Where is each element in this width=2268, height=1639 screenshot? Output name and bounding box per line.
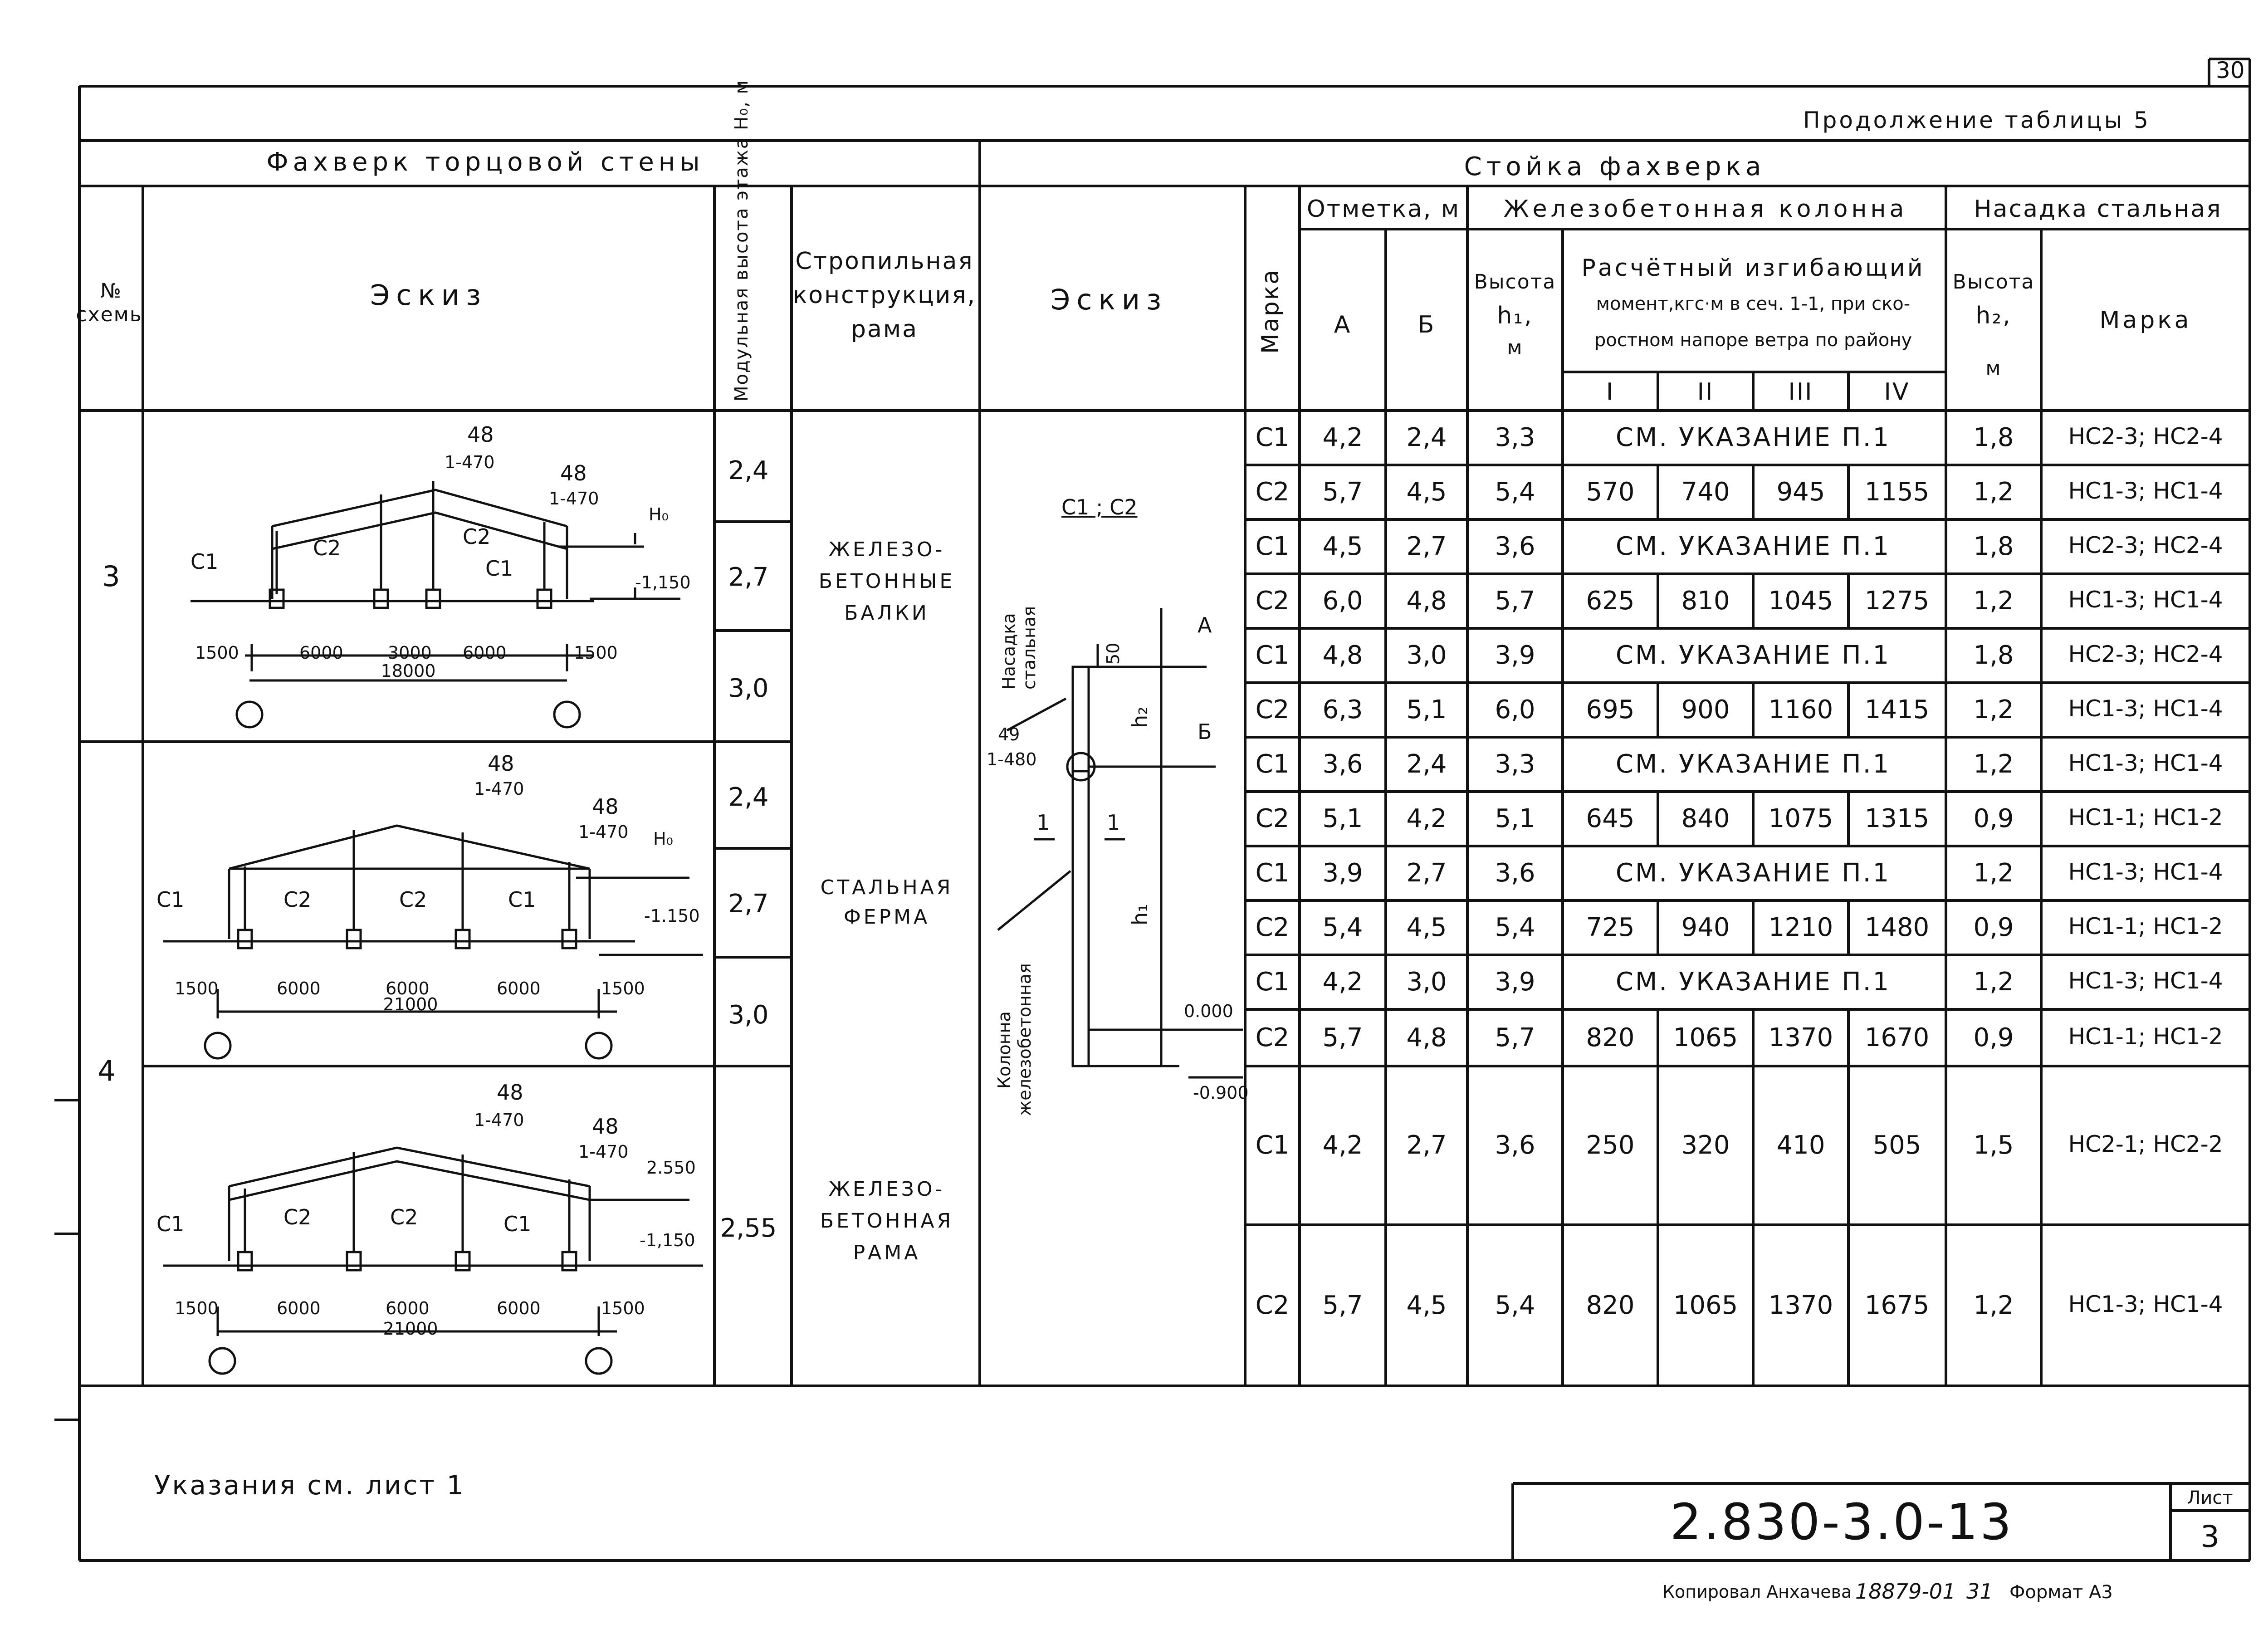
row-elev-a: 6,3 (1322, 695, 1363, 724)
header-sketch-left: Эскиз (370, 279, 488, 312)
row-elev-b: 3,0 (1406, 641, 1447, 670)
roof-type-3-line1: ЖЕЛЕЗО- (828, 1178, 945, 1201)
header-h1-2: h₁, (1497, 302, 1533, 329)
row-elev-b: 4,5 (1406, 477, 1447, 507)
row-elev-a: 4,5 (1322, 532, 1363, 561)
row-note: СМ. УКАЗАНИЕ П.1 (1615, 423, 1891, 452)
row-height-h2: 1,2 (1973, 749, 2014, 779)
column-sketch-cap-label-1: Насадка (999, 613, 1019, 690)
row-height-h1: 3,9 (1495, 967, 1535, 997)
header-rc-column-group: Железобетонная колонна (1503, 196, 1908, 223)
row-mark: С1 (1255, 641, 1290, 670)
column-sketch-zero: 0.000 (1184, 1001, 1233, 1021)
row-cap-mark: НС1-1; НС1-2 (2068, 804, 2223, 831)
frame2-span-1: 1500 (175, 979, 219, 998)
row-mark: С2 (1255, 913, 1290, 942)
header-cap-group: Насадка стальная (1974, 196, 2222, 223)
notes-text: Указания см. лист 1 (154, 1470, 465, 1501)
row-note: СМ. УКАЗАНИЕ П.1 (1615, 967, 1891, 997)
frame1-top-label: 48 (467, 422, 494, 447)
column-sketch-section-right: 1 (1107, 810, 1120, 835)
modular-height-6: 3,0 (728, 1000, 769, 1030)
frame2-c2-left: С2 (284, 887, 312, 912)
frame3-span-3: 6000 (386, 1298, 430, 1318)
frame1-level: -1,150 (635, 572, 691, 592)
row-mark: С1 (1255, 858, 1290, 888)
header-scheme-no-2: схемы (76, 303, 147, 326)
column-sketch-cap-label-2: стальная (1019, 606, 1039, 690)
column-sketch-col-label-1: Колонна (994, 1011, 1014, 1089)
header-elevation-group: Отметка, м (1306, 196, 1461, 223)
row-elev-a: 3,9 (1322, 858, 1363, 888)
row-moment-region-2: 1065 (1673, 1023, 1738, 1052)
scheme-number-4: 4 (98, 1054, 116, 1087)
row-height-h2: 1,2 (1973, 695, 2014, 724)
row-mark: С1 (1255, 1130, 1290, 1160)
row-elev-a: 5,4 (1322, 913, 1363, 942)
row-height-h1: 5,7 (1495, 1023, 1535, 1052)
row-moment-region-1: 725 (1586, 913, 1635, 942)
row-elev-b: 4,8 (1406, 1023, 1447, 1052)
row-height-h1: 5,4 (1495, 913, 1535, 942)
row-moment-region-3: 1370 (1768, 1290, 1833, 1320)
modular-height-7: 2,55 (720, 1213, 777, 1243)
frame1-span-5: 1500 (574, 643, 618, 663)
frame2-span-5: 1500 (601, 979, 645, 998)
column-sketch-label-b: Б (1198, 719, 1212, 744)
header-h1-1: Высота (1474, 270, 1556, 294)
header-region-1: I (1606, 378, 1615, 406)
frame1-top-sub: 1-470 (445, 452, 495, 472)
row-moment-region-4: 1675 (1864, 1290, 1930, 1320)
frame2-span-3: 6000 (386, 979, 430, 998)
header-h2-2: h₂, (1975, 302, 2012, 329)
frame3-c2-right: С2 (390, 1205, 418, 1229)
row-cap-mark: НС1-3; НС1-4 (2068, 750, 2223, 776)
frame1-h0: H₀ (649, 504, 669, 524)
row-mark: С2 (1255, 695, 1290, 724)
row-height-h2: 1,2 (1973, 1290, 2014, 1320)
row-moment-region-1: 570 (1586, 477, 1635, 507)
row-height-h1: 5,7 (1495, 586, 1535, 616)
row-height-h1: 3,6 (1495, 858, 1535, 888)
row-elev-a: 5,7 (1322, 1023, 1363, 1052)
frame1-span-4: 6000 (463, 643, 507, 663)
table-caption: Продолжение таблицы 5 (1803, 107, 2151, 133)
row-elev-b: 2,7 (1406, 1130, 1447, 1160)
header-h2-1: Высота (1952, 270, 2035, 294)
row-height-h1: 5,1 (1495, 804, 1535, 833)
row-height-h2: 1,2 (1973, 586, 2014, 616)
row-moment-region-4: 1480 (1864, 913, 1930, 942)
frame2-c1-left: С1 (156, 887, 185, 912)
header-scheme-no-1: № (100, 279, 122, 303)
row-mark: С2 (1255, 1023, 1290, 1052)
column-sketch-title: С1 ; С2 (1061, 495, 1138, 519)
left-section-header: Фахверк торцовой стены (266, 147, 704, 177)
row-height-h2: 0,9 (1973, 913, 2014, 942)
header-roof-1: Стропильная (795, 248, 974, 275)
row-note: СМ. УКАЗАНИЕ П.1 (1615, 749, 1891, 779)
row-cap-mark: НС1-3; НС1-4 (2068, 587, 2223, 613)
row-cap-mark: НС1-1; НС1-2 (2068, 913, 2223, 939)
row-moment-region-4: 1315 (1864, 804, 1930, 833)
row-height-h2: 1,8 (1973, 423, 2014, 452)
row-elev-b: 2,4 (1406, 423, 1447, 452)
modular-height-5: 2,7 (728, 889, 769, 919)
frame1-c2-right: С2 (463, 524, 491, 549)
row-note: СМ. УКАЗАНИЕ П.1 (1615, 641, 1891, 670)
frame2-top-label: 48 (488, 751, 514, 776)
frame1-c1-right: С1 (485, 556, 513, 581)
row-elev-a: 5,7 (1322, 477, 1363, 507)
row-moment-region-3: 1210 (1768, 913, 1833, 942)
row-moment-region-4: 1415 (1864, 695, 1930, 724)
footer-number: 18879-01 (1855, 1579, 1956, 1604)
frame-sketch-3 (163, 1148, 703, 1374)
header-elevation-a: А (1334, 311, 1352, 338)
row-height-h2: 1,2 (1973, 967, 2014, 997)
row-cap-mark: НС1-3; НС1-4 (2068, 859, 2223, 885)
row-height-h2: 0,9 (1973, 1023, 2014, 1052)
row-mark: С2 (1255, 1290, 1290, 1320)
header-moment-1: Расчётный изгибающий (1581, 254, 1925, 282)
row-moment-region-4: 505 (1872, 1130, 1921, 1160)
row-height-h1: 3,9 (1495, 641, 1535, 670)
roof-type-3-line2: БЕТОННАЯ (820, 1209, 954, 1233)
row-cap-mark: НС1-1; НС1-2 (2068, 1023, 2223, 1050)
row-height-h2: 1,5 (1973, 1130, 2014, 1160)
row-moment-region-1: 820 (1586, 1290, 1635, 1320)
row-moment-region-3: 410 (1776, 1130, 1825, 1160)
row-elev-b: 3,0 (1406, 967, 1447, 997)
row-moment-region-2: 810 (1681, 586, 1730, 616)
frame2-top-sub: 1-470 (474, 779, 524, 799)
frame2-level: -1.150 (644, 906, 700, 926)
row-elev-a: 6,0 (1322, 586, 1363, 616)
frame3-span-4: 6000 (497, 1298, 541, 1318)
row-mark: С1 (1255, 532, 1290, 561)
frame1-c2-left: С2 (313, 536, 341, 560)
frame-sketch-1 (191, 481, 680, 727)
header-elevation-b: Б (1418, 311, 1436, 338)
row-height-h1: 3,6 (1495, 1130, 1535, 1160)
frame2-span-2: 6000 (277, 979, 321, 998)
row-moment-region-3: 1160 (1768, 695, 1833, 724)
row-mark: С2 (1255, 804, 1290, 833)
row-elev-b: 5,1 (1406, 695, 1447, 724)
scheme-number-3: 3 (102, 560, 120, 593)
frame3-span-1: 1500 (175, 1298, 219, 1318)
frame2-total: 21000 (383, 994, 438, 1014)
row-height-h1: 3,3 (1495, 423, 1535, 452)
row-height-h2: 1,2 (1973, 477, 2014, 507)
footer-page: 31 (1966, 1579, 1993, 1604)
frame3-span-2: 6000 (277, 1298, 321, 1318)
header-region-4: IV (1884, 378, 1910, 406)
row-elev-b: 2,4 (1406, 749, 1447, 779)
doc-code: 2.830-3.0-13 (1670, 1493, 2014, 1551)
frame2-c1-right: С1 (508, 887, 536, 912)
header-mark: Марка (1257, 268, 1284, 354)
column-sketch-dim50: 50 (1103, 642, 1123, 665)
frame2-side-label: 48 (592, 794, 619, 819)
row-cap-mark: НС2-3; НС2-4 (2068, 532, 2223, 558)
roof-type-2-line2: ФЕРМА (843, 905, 930, 929)
row-elev-a: 4,2 (1322, 967, 1363, 997)
row-moment-region-1: 695 (1586, 695, 1635, 724)
column-sketch-node: 49 (998, 724, 1020, 744)
row-mark: С1 (1255, 967, 1290, 997)
row-height-h1: 5,4 (1495, 477, 1535, 507)
row-cap-mark: НС2-3; НС2-4 (2068, 641, 2223, 667)
footer-copy: Копировал Анхачева (1662, 1582, 1852, 1602)
row-mark: С2 (1255, 477, 1290, 507)
column-sketch-node-sub: 1-480 (987, 749, 1037, 769)
row-cap-mark: НС2-1; НС2-2 (2068, 1131, 2223, 1157)
right-section-header: Стойка фахверка (1464, 152, 1766, 181)
header-region-3: III (1788, 378, 1813, 406)
row-cap-mark: НС1-3; НС1-4 (2068, 695, 2223, 722)
header-sketch-right: Эскиз (1050, 283, 1168, 316)
column-sketch-section-left: 1 (1036, 810, 1050, 835)
row-height-h1: 5,4 (1495, 1290, 1535, 1320)
row-moment-region-1: 625 (1586, 586, 1635, 616)
frame3-c1-left: С1 (156, 1212, 185, 1236)
frame3-level: -1,150 (640, 1230, 695, 1250)
row-moment-region-1: 645 (1586, 804, 1635, 833)
row-moment-region-4: 1155 (1864, 477, 1930, 507)
row-cap-mark: НС1-3; НС1-4 (2068, 1291, 2223, 1317)
roof-type-1-line1: ЖЕЛЕЗО- (828, 538, 945, 561)
modular-height-2: 2,7 (728, 563, 769, 592)
header-modular-height: Модульная высота этажа H₀, м (731, 79, 752, 401)
row-elev-a: 4,8 (1322, 641, 1363, 670)
frame3-h0: 2.550 (646, 1158, 696, 1178)
row-elev-a: 3,6 (1322, 749, 1363, 779)
row-elev-a: 5,7 (1322, 1290, 1363, 1320)
row-moment-region-4: 1670 (1864, 1023, 1930, 1052)
row-height-h2: 1,8 (1973, 532, 2014, 561)
row-elev-a: 5,1 (1322, 804, 1363, 833)
row-elev-a: 4,2 (1322, 1130, 1363, 1160)
sheet-number: 3 (2200, 1519, 2219, 1554)
frame3-top-sub: 1-470 (474, 1110, 524, 1130)
row-height-h2: 0,9 (1973, 804, 2014, 833)
row-moment-region-1: 820 (1586, 1023, 1635, 1052)
row-elev-a: 4,2 (1322, 423, 1363, 452)
row-moment-region-2: 940 (1681, 913, 1730, 942)
header-roof-3: рама (851, 316, 918, 343)
row-cap-mark: НС2-3; НС2-4 (2068, 423, 2223, 450)
row-height-h1: 6,0 (1495, 695, 1535, 724)
frame2-h0: H₀ (653, 829, 673, 849)
row-moment-region-2: 320 (1681, 1130, 1730, 1160)
frame3-side-sub: 1-470 (578, 1142, 629, 1162)
header-roof-2: конструкция, (792, 282, 977, 309)
row-moment-region-3: 1370 (1768, 1023, 1833, 1052)
sheet-number-top: 30 (2216, 57, 2245, 83)
header-cap-mark: Марка (2099, 307, 2192, 334)
frame1-side-label: 48 (560, 461, 587, 485)
modular-height-3: 3,0 (728, 674, 769, 703)
column-sketch-h1: h₁ (1128, 904, 1152, 925)
row-moment-region-4: 1275 (1864, 586, 1930, 616)
row-mark: С1 (1255, 423, 1290, 452)
row-elev-b: 4,5 (1406, 913, 1447, 942)
row-mark: С2 (1255, 586, 1290, 616)
row-moment-region-3: 945 (1776, 477, 1825, 507)
footer-format: Формат А3 (2009, 1582, 2113, 1603)
header-region-2: II (1697, 378, 1714, 406)
header-h1-3: м (1507, 336, 1523, 359)
header-h2-3: м (1985, 357, 2002, 380)
frame1-span-3: 3000 (388, 643, 432, 663)
modular-height-4: 2,4 (728, 783, 769, 812)
roof-type-2-line1: СТАЛЬНАЯ (820, 876, 953, 899)
frame3-c2-left: С2 (284, 1205, 312, 1229)
frame2-side-sub: 1-470 (578, 822, 629, 842)
frame-sketch-2 (163, 826, 703, 1058)
row-height-h1: 3,3 (1495, 749, 1535, 779)
row-elev-b: 4,5 (1406, 1290, 1447, 1320)
frame1-side-sub: 1-470 (549, 489, 599, 509)
frame3-top-label: 48 (497, 1080, 523, 1105)
frame1-span-1: 1500 (195, 643, 239, 663)
row-moment-region-2: 740 (1681, 477, 1730, 507)
row-cap-mark: НС1-3; НС1-4 (2068, 478, 2223, 504)
modular-height-1: 2,4 (728, 456, 769, 485)
column-sketch-h2: h₂ (1128, 706, 1152, 728)
roof-type-1-line3: БАЛКИ (844, 602, 929, 625)
row-elev-b: 2,7 (1406, 532, 1447, 561)
frame3-total: 21000 (383, 1319, 438, 1339)
row-elev-b: 4,2 (1406, 804, 1447, 833)
row-moment-region-2: 1065 (1673, 1290, 1738, 1320)
row-elev-b: 4,8 (1406, 586, 1447, 616)
row-moment-region-2: 840 (1681, 804, 1730, 833)
frame2-c2-right: С2 (399, 887, 427, 912)
row-elev-b: 2,7 (1406, 858, 1447, 888)
column-sketch-col-label-2: железобетонная (1015, 963, 1035, 1116)
column-sketch-bottom: -0.900 (1193, 1083, 1249, 1103)
row-moment-region-1: 250 (1586, 1130, 1635, 1160)
frame2-span-4: 6000 (497, 979, 541, 998)
header-moment-3: ростном напоре ветра по району (1594, 330, 1912, 351)
row-mark: С1 (1255, 749, 1290, 779)
frame3-c1-right: С1 (503, 1212, 532, 1236)
sheet-label: Лист (2187, 1487, 2233, 1508)
column-sketch-label-a: А (1198, 613, 1212, 637)
frame3-side-label: 48 (592, 1114, 619, 1139)
frame1-c1-left: С1 (191, 549, 219, 574)
row-moment-region-3: 1075 (1768, 804, 1833, 833)
row-height-h1: 3,6 (1495, 532, 1535, 561)
row-height-h2: 1,2 (1973, 858, 2014, 888)
row-moment-region-3: 1045 (1768, 586, 1833, 616)
roof-type-1-line2: БЕТОННЫЕ (818, 570, 955, 593)
row-height-h2: 1,8 (1973, 641, 2014, 670)
frame1-total: 18000 (381, 661, 436, 681)
header-moment-2: момент,кгс·м в сеч. 1-1, при ско- (1596, 294, 1911, 314)
row-note: СМ. УКАЗАНИЕ П.1 (1615, 858, 1891, 888)
frame1-span-2: 6000 (299, 643, 343, 663)
roof-type-3-line3: РАМА (853, 1241, 921, 1264)
row-cap-mark: НС1-3; НС1-4 (2068, 968, 2223, 994)
frame3-span-5: 1500 (601, 1298, 645, 1318)
row-moment-region-2: 900 (1681, 695, 1730, 724)
row-note: СМ. УКАЗАНИЕ П.1 (1615, 532, 1891, 561)
